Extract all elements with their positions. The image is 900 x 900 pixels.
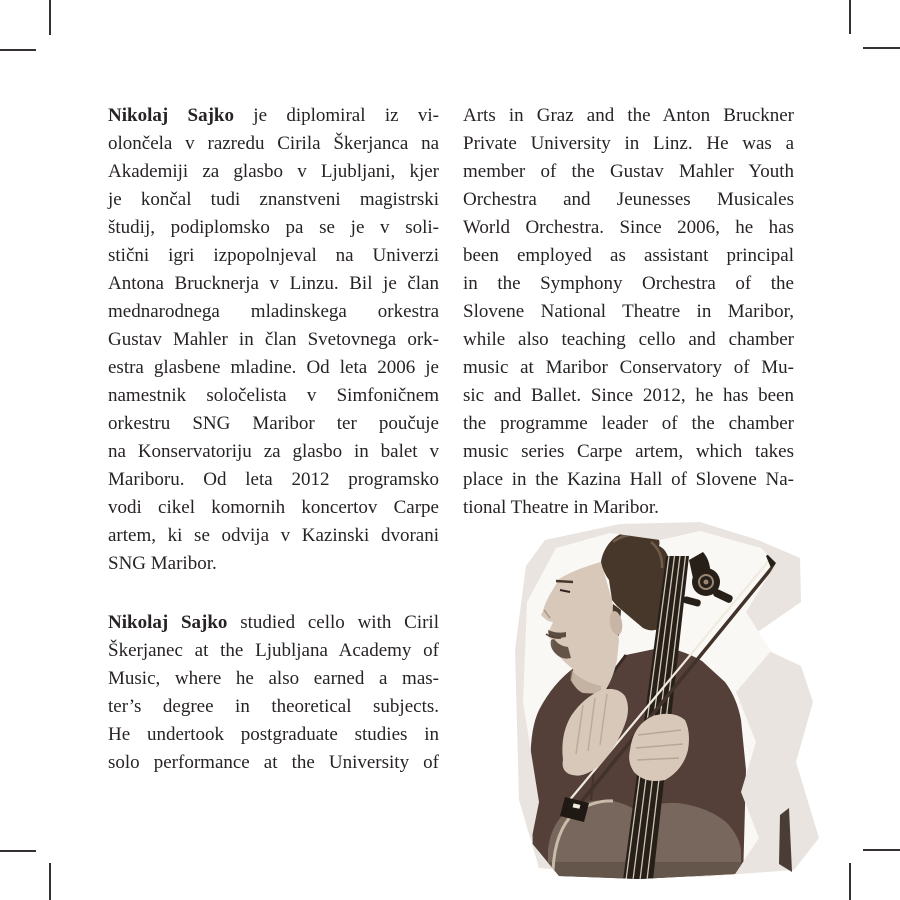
text-segment: Akademiji za glasbo v Ljubljani, kjer [108,161,439,182]
text-segment: artem, ki se odvija v Kazinski dvorani [108,525,439,546]
text-segment: Gustav Mahler in član Svetovnega ork- [108,329,439,350]
text-line [108,550,439,578]
text-segment: Music, where he also earned a mas- [108,668,439,689]
crop-mark-bottom-left-horizontal [0,850,36,852]
text-line [108,186,439,214]
crop-mark-top-right-vertical [849,0,851,34]
text-segment: je končal tudi znanstveni magistrski [108,189,439,210]
text-segment: olončela v razredu Cirila Škerjanca na [108,133,439,154]
text-line [463,438,794,466]
text-line [463,130,794,158]
text-line [108,749,439,777]
text-segment: vodi cikel komornih koncertov Carpe [108,497,439,518]
cellist-photo-illustration [513,520,825,880]
text-line [463,186,794,214]
text-line [108,354,439,382]
text-segment: solo performance at the University of [108,752,439,773]
eyebrow [556,581,573,582]
text-segment: Slovene National Theatre in Maribor, [463,301,794,322]
text-segment: ter’s degree in theoretical subjects. [108,696,439,717]
text-segment: been employed as assistant principal [463,245,794,266]
paragraph [463,102,794,522]
crop-mark-top-left-vertical [49,0,51,35]
text-line [108,466,439,494]
text-segment: He undertook postgraduate studies in [108,724,439,745]
text-segment: in the Symphony Orchestra of the [463,273,794,294]
text-segment: place in the Kazina Hall of Slovene Na- [463,469,794,490]
text-line [463,102,794,130]
text-line [463,494,794,522]
text-line [108,382,439,410]
text-line [463,382,794,410]
text-segment: Škerjanec at the Ljubljana Academy of [108,640,439,661]
text-line [108,214,439,242]
text-segment: estra glasbene mladine. Od leta 2006 je [108,357,439,378]
text-line [463,354,794,382]
text-segment: študij, podiplomsko pa se je v soli- [108,217,439,238]
text-line [108,693,439,721]
text-line [108,130,439,158]
text-line [463,242,794,270]
text-line [108,102,439,130]
text-line [108,494,439,522]
text-line [108,721,439,749]
text-line [108,522,439,550]
person-name: Nikolaj Sajko [108,105,234,126]
text-line [463,326,794,354]
text-line [463,214,794,242]
text-line [108,665,439,693]
text-line [463,270,794,298]
text-line [108,326,439,354]
text-segment: tional Theatre in Maribor. [463,497,659,518]
text-segment: Mariboru. Od leta 2012 programsko [108,469,439,490]
text-segment: orkestru SNG Maribor ter poučuje [108,413,439,434]
text-segment: na Konservatoriju za glasbo in balet v [108,441,439,462]
text-line [463,158,794,186]
crop-mark-bottom-right-vertical [849,863,851,900]
text-segment: SNG Maribor. [108,553,217,574]
text-segment: Arts in Graz and the Anton Bruckner [463,105,794,126]
text-line [108,298,439,326]
text-segment: while also teaching cello and chamber [463,329,794,350]
crop-mark-top-left-horizontal [0,49,36,51]
text-line [108,609,439,637]
paragraph [108,609,439,777]
biography-column-english [463,102,794,522]
text-line [108,410,439,438]
text-line [463,298,794,326]
person-name: Nikolaj Sajko [108,612,228,633]
crop-mark-top-right-horizontal [863,47,900,49]
text-segment: Private University in Linz. He was a [463,133,794,154]
paragraph [108,102,439,578]
text-segment: the programme leader of the chamber [463,413,794,434]
text-segment: namestnik soločelista v Simfoničnem [108,385,439,406]
text-line [108,637,439,665]
text-segment: music at Maribor Conservatory of Mu- [463,357,794,378]
text-segment: member of the Gustav Mahler Youth [463,161,794,182]
text-segment: World Orchestra. Since 2006, he has [463,217,794,238]
text-line [108,270,439,298]
text-line [463,466,794,494]
biography-column-slovenian [108,102,439,777]
crop-mark-bottom-right-horizontal [863,849,900,851]
text-line [463,410,794,438]
text-segment: studied cello with Ciril [227,612,439,633]
text-segment: sic and Ballet. Since 2012, he has been [463,385,794,406]
crop-mark-bottom-left-vertical [49,863,51,900]
text-segment: Orchestra and Jeunesses Musicales [463,189,794,210]
text-line [108,438,439,466]
text-line [108,158,439,186]
cellist-photo [513,520,825,880]
text-segment: stični igri izpopolnjeval na Univerzi [108,245,439,266]
text-line [108,242,439,270]
text-segment: je diplomiral iz vi- [233,105,439,126]
text-segment: Antona Brucknerja v Linzu. Bil je član [108,273,439,294]
text-segment: mednarodnega mladinskega orkestra [108,301,439,322]
text-segment: music series Carpe artem, which takes [463,441,794,462]
